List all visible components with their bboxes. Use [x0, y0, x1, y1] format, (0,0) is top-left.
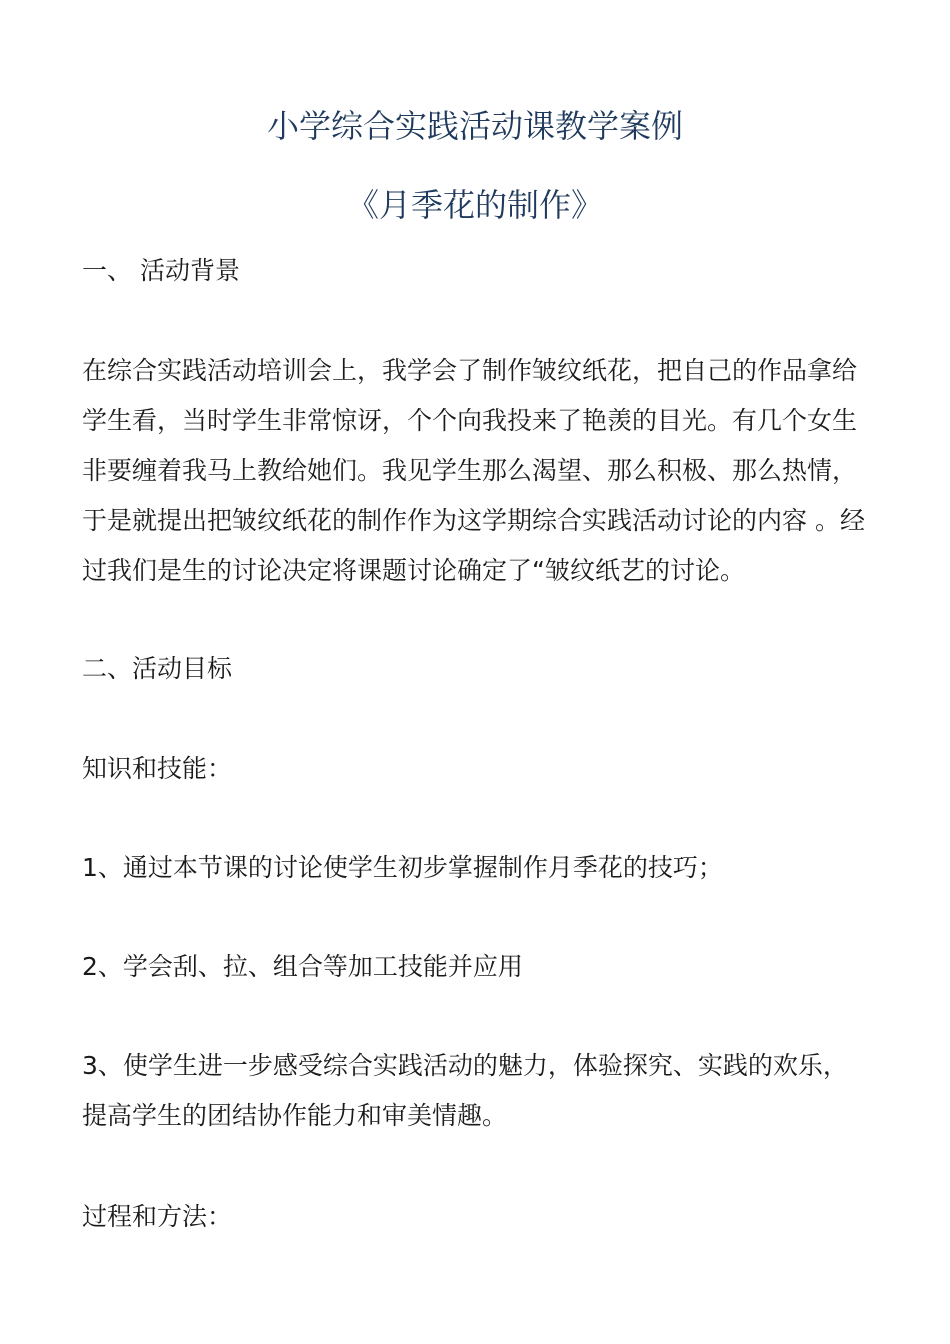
paragraph-line: 过我们是生的讨论决定将课题讨论确定了“皱纹纸艺的讨论。 [82, 556, 745, 585]
paragraph-line: 在综合实践活动培训会上，我学会了制作皱纹纸花，把自己的作品拿给 [82, 356, 858, 385]
goal-item-2: 2、学会刮、拉、组合等加工技能并应用 [82, 952, 523, 981]
document-title: 小学综合实践活动课教学案例 [266, 107, 683, 145]
background-paragraph [82, 346, 882, 596]
process-methods-heading: 过程和方法： [82, 1202, 233, 1231]
paragraph-line: 非要缠着我马上教给她们。我见学生那么渴望、那么积极、那么热情， [82, 456, 858, 485]
paragraph-line: 提高学生的团结协作能力和审美情趣。 [82, 1101, 508, 1130]
section-heading-background: 一、 活动背景 [82, 256, 240, 285]
paragraph-line: 3、使学生进一步感受综合实践活动的魅力，体验探究、实践的欢乐， [82, 1051, 848, 1080]
knowledge-skills-heading: 知识和技能： [82, 754, 233, 783]
goal-item-3 [82, 1041, 882, 1141]
paragraph-line: 学生看，当时学生非常惊讶，个个向我投来了艳羡的目光。有几个女生 [82, 406, 858, 435]
goal-item-1: 1、通过本节课的讨论使学生初步掌握制作月季花的技巧； [82, 853, 723, 882]
document-subtitle: 《月季花的制作》 [346, 186, 603, 224]
section-heading-goals: 二、活动目标 [82, 654, 233, 683]
paragraph-line: 于是就提出把皱纹纸花的制作作为这学期综合实践活动讨论的内容 。经 [82, 506, 865, 535]
